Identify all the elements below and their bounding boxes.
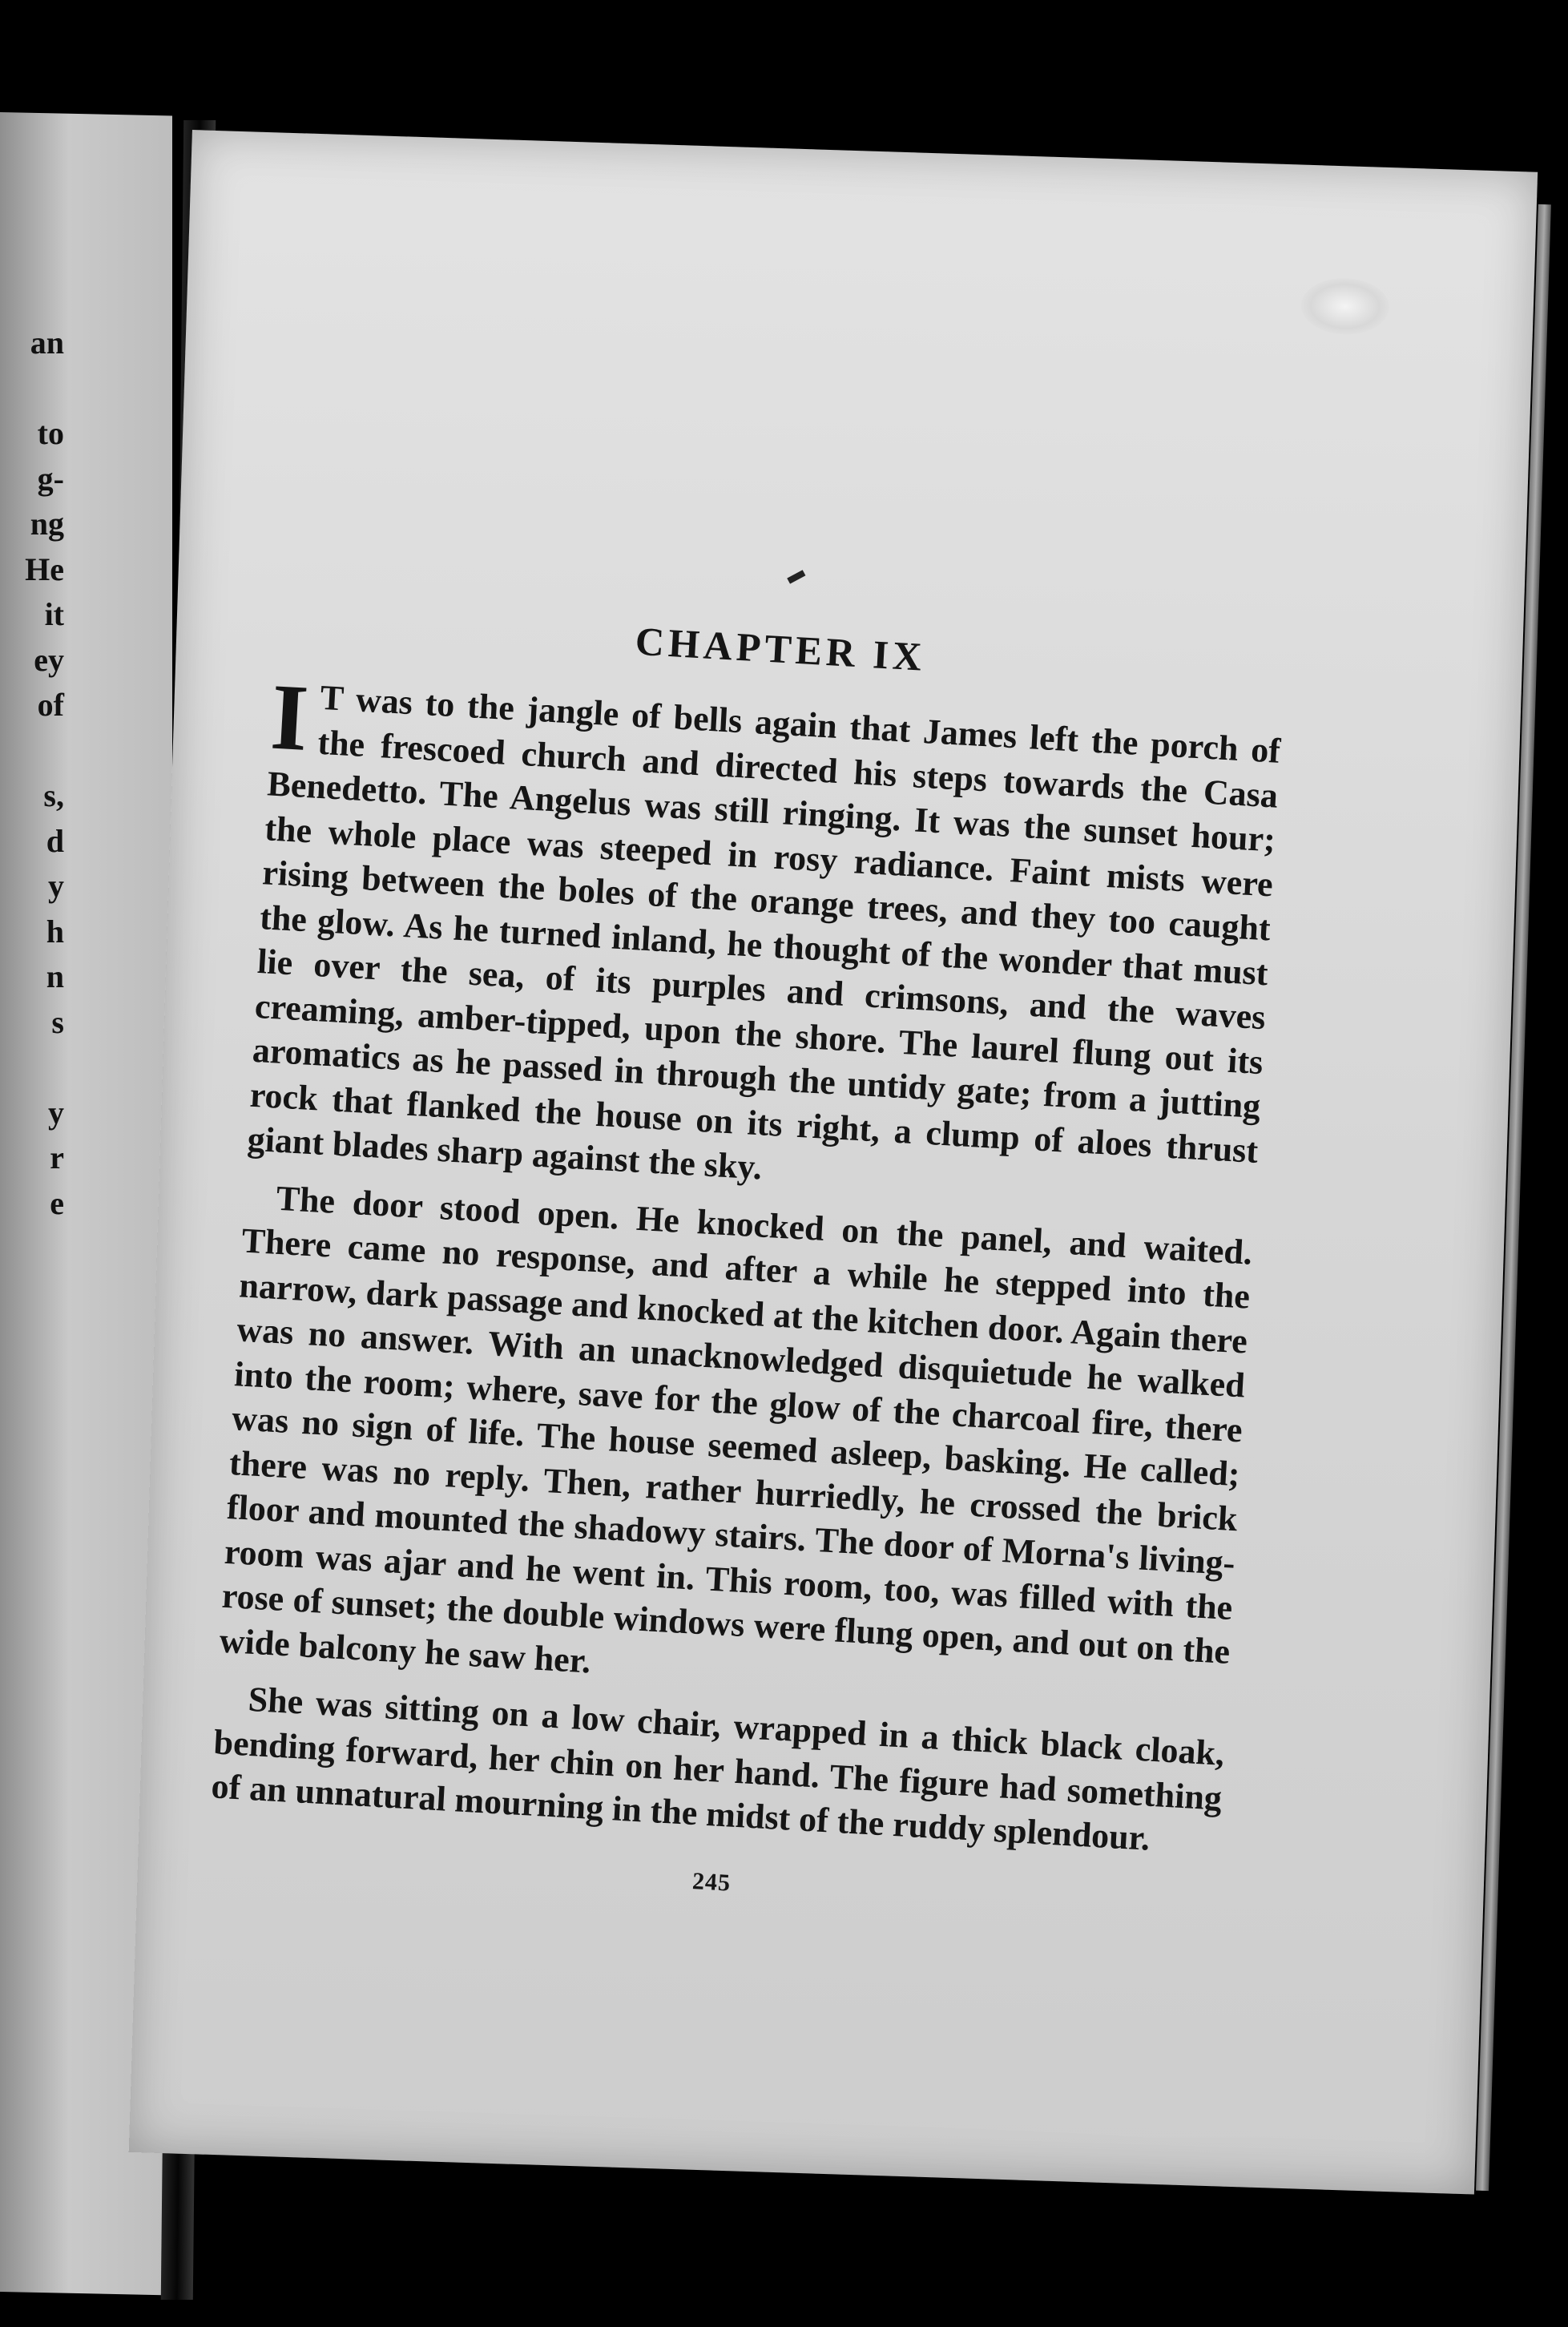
paragraph: She was sitting on a low chair, wrapped in a thick black cloak, bending forward, her chin on her hand. The figure had something of an unnatural mourning in the midst of the ruddy splendour. — [210, 1679, 1226, 1858]
left-fragment: h — [46, 913, 64, 950]
chapter-title: CHAPTER IX — [634, 618, 927, 680]
left-fragment: s — [51, 1003, 64, 1040]
paragraph — [246, 663, 1282, 1217]
left-fragment: y — [48, 1094, 64, 1131]
left-fragment: n — [46, 958, 64, 994]
left-page-text-fragments — [0, 321, 64, 1226]
left-fragment: d — [46, 822, 64, 859]
left-fragment: s, — [43, 777, 64, 813]
left-fragment: it — [44, 596, 64, 632]
left-fragment: ng — [30, 506, 64, 542]
left-fragment: y — [48, 868, 64, 904]
left-fragment: of — [37, 687, 64, 723]
left-fragment: g- — [37, 460, 64, 497]
right-page — [129, 130, 1538, 2195]
paragraph: The door stood open. He knocked on the panel, and waited. There came no response, and after a while he stepped into the narrow, dark passage and knocked at the kitchen door. Again there was no answer. With an unacknowledged disquietude he walked into the room; where, save for the glow of the charcoal fire, there was no sign of life. The house seemed asleep, basking. He called; there was no reply. Then, rather hurriedly, he crossed the brick floor and mounted the shadowy stairs. The door of Morna's living-room was ajar and he went in. This room, too, was filled with the rose of sunset; the double windows were flung open, and out on the wide balcony he saw her. — [218, 1178, 1254, 1680]
left-fragment: r — [50, 1139, 64, 1176]
paragraph-text: T was to the jangle of bells again that James left the porch of the frescoed church and directed his steps towards the Casa Benedetto. The Angelus was still ringing. It was the sunset hour; the whole place was steeped in rosy radiance. Faint mists were rising between the boles of the orange trees, and they too caught the glow. As he turned inland, he thought of the wonder that must lie over the sea, of its purples and crimsons, and the waves creaming, amber-tipped, upon the shore. The laurel flung out its aromatics as he passed in through the untidy gate; from a jutting rock that flanked the house on its right, a clump of aloes thrust giant blades sharp against the sky. — [246, 677, 1282, 1188]
left-fragment — [0, 728, 64, 774]
paper-damage-spot — [1300, 277, 1390, 336]
ink-mark — [787, 570, 805, 583]
left-fragment: e — [50, 1184, 64, 1221]
chapter-text-block — [207, 598, 1286, 1924]
left-fragment: He — [25, 550, 64, 587]
left-fragment: ey — [34, 641, 64, 678]
left-fragment — [0, 1045, 64, 1091]
left-fragment: to — [37, 415, 64, 451]
left-fragment: an — [30, 325, 64, 361]
drop-cap: I — [268, 663, 311, 771]
page-edge — [1476, 204, 1551, 2191]
left-fragment — [0, 366, 64, 412]
page-number: 245 — [691, 1867, 732, 1897]
